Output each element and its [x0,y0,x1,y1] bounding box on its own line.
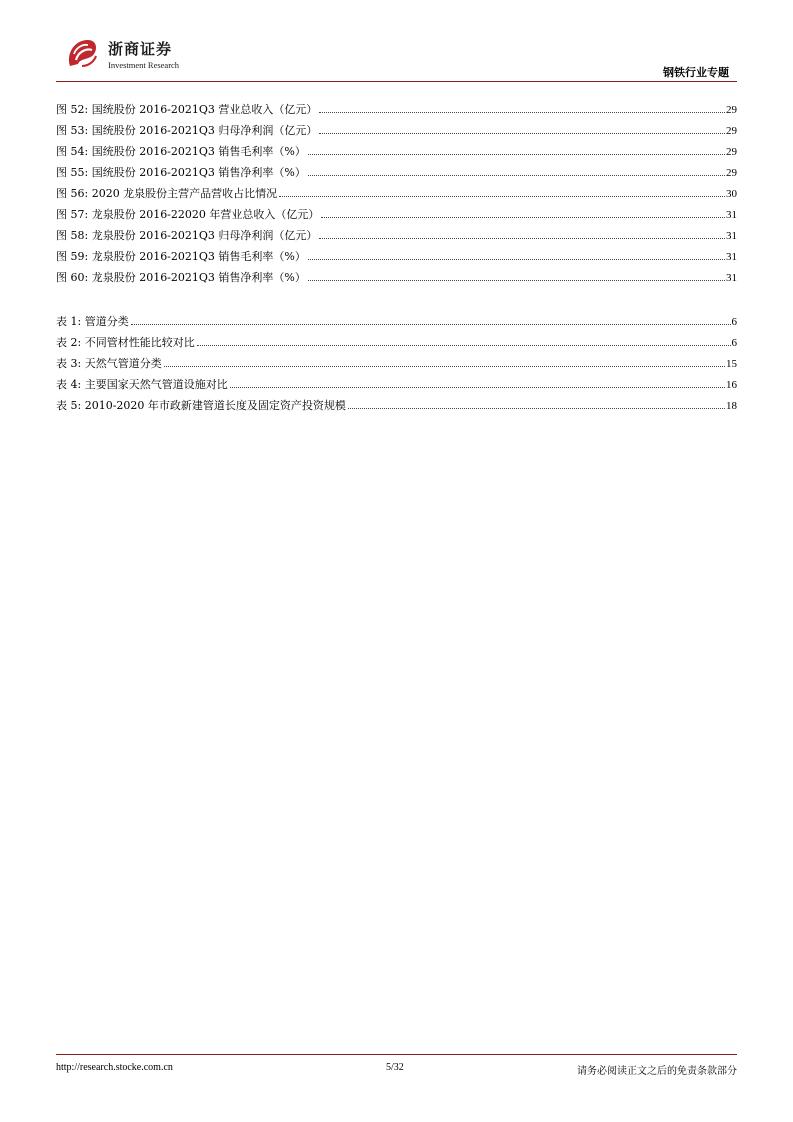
table-entry[interactable] [56,374,737,395]
figure-entry-label: 图 57: 龙泉股份 2016-22020 年营业总收入（亿元） [56,208,320,221]
footer-url[interactable]: http://research.stocke.com.cn [56,1062,173,1073]
table-entry[interactable] [56,311,737,332]
figure-entry-page: 31 [726,272,737,284]
figure-entry-label: 图 52: 国统股份 2016-2021Q3 营业总收入（亿元） [56,103,318,116]
dot-leader [131,324,731,325]
figure-entry[interactable] [56,141,737,162]
figure-entry-page: 29 [726,146,737,158]
figure-entry[interactable] [56,246,737,267]
table-entry-page: 16 [726,379,737,391]
figure-entry[interactable] [56,99,737,120]
table-entry[interactable] [56,353,737,374]
dot-leader [230,387,725,388]
table-entry-label: 表 5: 2010-2020 年市政新建管道长度及固定资产投资规模 [56,399,346,412]
figure-entry[interactable] [56,183,737,204]
table-entry[interactable] [56,395,737,416]
footer-disclaimer: 请务必阅读正文之后的免责条款部分 [577,1066,737,1077]
dot-leader [197,345,731,346]
dot-leader [319,133,725,134]
company-name-en: Investment Research [108,60,180,70]
figure-list [56,99,737,288]
page-footer [56,1054,737,1084]
figure-entry-page: 31 [726,251,737,263]
dot-leader [321,217,725,218]
figure-entry-label: 图 53: 国统股份 2016-2021Q3 归母净利润（亿元） [56,124,318,137]
report-type: 钢铁行业专题 [663,66,729,79]
figure-entry-label: 图 59: 龙泉股份 2016-2021Q3 销售毛利率（%） [56,250,306,263]
table-entry[interactable] [56,332,737,353]
page-header [56,32,737,82]
footer-divider [56,1054,737,1055]
figure-entry-page: 30 [726,188,737,200]
dot-leader [308,259,725,260]
dot-leader [279,196,725,197]
table-entry-page: 6 [731,316,737,328]
table-entry-page: 18 [726,400,737,412]
table-entry-label: 表 3: 天然气管道分类 [56,357,162,370]
table-entry-label: 表 4: 主要国家天然气管道设施对比 [56,378,228,391]
dot-leader [308,280,725,281]
figure-entry-page: 31 [726,209,737,221]
figure-entry-label: 图 60: 龙泉股份 2016-2021Q3 销售净利率（%） [56,271,306,284]
figure-entry-label: 图 55: 国统股份 2016-2021Q3 销售净利率（%） [56,166,306,179]
figure-entry-page: 29 [726,125,737,137]
table-list [56,311,737,416]
company-name-cn: 浙商证券 [108,40,173,58]
figure-entry-label: 图 58: 龙泉股份 2016-2021Q3 归母净利润（亿元） [56,229,318,242]
table-entry-page: 15 [726,358,737,370]
dot-leader [308,154,725,155]
dot-leader [164,366,725,367]
table-entry-page: 6 [731,337,737,349]
figure-entry[interactable] [56,225,737,246]
figure-entry-page: 29 [726,104,737,116]
figure-entry[interactable] [56,120,737,141]
figure-entry[interactable] [56,204,737,225]
dot-leader [319,238,725,239]
figure-entry-label: 图 56: 2020 龙泉股份主营产品营收占比情况 [56,187,278,200]
dot-leader [319,112,725,113]
figure-entry[interactable] [56,267,737,288]
company-logo-icon [64,36,100,72]
figure-entry-page: 31 [726,230,737,242]
header-divider [56,81,737,82]
figure-entry-page: 29 [726,167,737,179]
table-entry-label: 表 2: 不同管材性能比较对比 [56,336,195,349]
table-entry-label: 表 1: 管道分类 [56,315,129,328]
footer-page-number: 5/32 [386,1062,404,1073]
figure-entry[interactable] [56,162,737,183]
figure-entry-label: 图 54: 国统股份 2016-2021Q3 销售毛利率（%） [56,145,306,158]
dot-leader [308,175,725,176]
dot-leader [348,408,725,409]
